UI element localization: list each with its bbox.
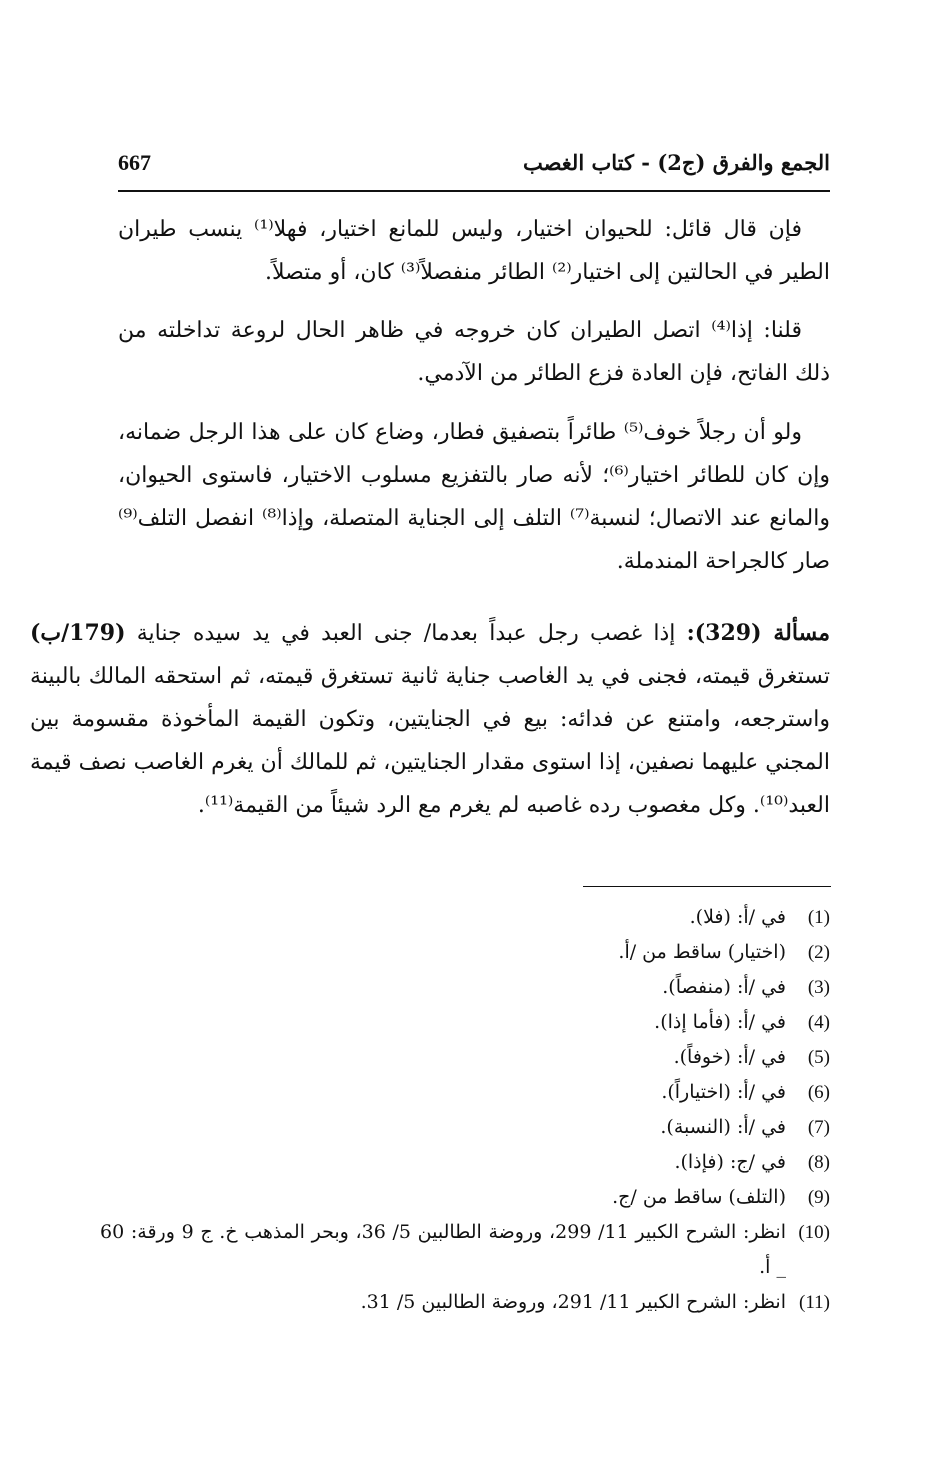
issue-text-start: إذا غصب رجل عبداً بعدما/ جنى العبد في يد سيده جناية <box>136 621 676 646</box>
footnote-number: (8) <box>807 1152 830 1173</box>
page-header <box>118 148 830 188</box>
footnote-text: في /ج: (فإذا). <box>674 1151 786 1173</box>
footnote-text: في /أ: (خوفاً). <box>673 1046 786 1068</box>
footnote-number: (10) <box>798 1222 830 1243</box>
running-title: الجمع والفرق (ج2) - كتاب الغصب <box>522 150 830 175</box>
footnote <box>100 900 830 935</box>
footnote-text: (التلف) ساقط من /ج. <box>612 1186 786 1208</box>
issue-label: مسألة (329): <box>686 620 831 646</box>
footnote-number: (7) <box>807 1117 830 1138</box>
paragraph-text: قلنا: إذا⁽⁴⁾ اتصل الطيران كان خروجه في ظاهر الحال لروعة تداخلته من ذلك الفاتح، فإن العادة فزع الطائر من الآدمي. <box>118 318 830 386</box>
footnote-text: انظر: الشرح الكبير 11/ 291، وروضة الطالبين 5/ 31. <box>360 1291 786 1313</box>
footnote <box>100 970 830 1005</box>
footnotes <box>100 900 830 1320</box>
footnote-number: (11) <box>799 1292 830 1313</box>
paragraph-example <box>118 411 830 583</box>
footnote-number: (6) <box>807 1082 830 1103</box>
footnote-number: (4) <box>807 1012 830 1033</box>
footnote-divider <box>583 886 831 887</box>
footnote-text: (اختيار) ساقط من /أ. <box>618 941 786 963</box>
footnote <box>100 1110 830 1145</box>
paragraph-reply <box>118 309 830 395</box>
paragraph-text: فإن قال قائل: للحيوان اختيار، وليس للمانع اختيار، فهلا⁽¹⁾ ينسب طيران الطير في الحالتين إلى اختيار⁽²⁾ الطائر منفصلاً⁽³⁾ كان، أو متصلاً. <box>118 217 830 285</box>
header-divider <box>118 190 830 192</box>
footnote-text: في /أ: (فأما إذا). <box>654 1011 786 1033</box>
manuscript-folio-marker: (179/ب) <box>30 620 126 646</box>
page-number: 667 <box>118 150 151 175</box>
footnote-text: في /أ: (النسبة). <box>660 1116 786 1138</box>
footnote <box>100 1075 830 1110</box>
footnote <box>100 1285 830 1320</box>
footnote <box>100 1005 830 1040</box>
footnote <box>100 1180 830 1215</box>
footnote <box>100 1040 830 1075</box>
footnote-text: في /أ: (اختياراً). <box>661 1081 786 1103</box>
footnote <box>100 1145 830 1180</box>
footnote-text: في /أ: (منفصاً). <box>662 976 786 998</box>
footnote-number: (5) <box>807 1047 830 1068</box>
issue-329 <box>30 612 830 827</box>
footnote-number: (2) <box>807 942 830 963</box>
footnote-text: في /أ: (فلا). <box>689 906 786 928</box>
footnote-number: (3) <box>807 977 830 998</box>
footnote-text: انظر: الشرح الكبير 11/ 299، وروضة الطالبين 5/ 36، وبحر المذهب خ. ج 9 ورقة: 60 _ أ. <box>100 1221 786 1278</box>
footnote-number: (1) <box>807 907 830 928</box>
paragraph-text: ولو أن رجلاً خوف⁽⁵⁾ طائراً بتصفيق فطار، وضاع كان على هذا الرجل ضمانه، وإن كان للطائر اختيار⁽⁶⁾؛ لأنه صار بالتفزيع مسلوب الاختيار، فاستوى الحيوان، والمانع عند الاتصال؛ لنسبة⁽⁷⁾ التلف إلى الجناية المتصلة، وإذا⁽⁸⁾ انفصل التلف⁽⁹⁾ صار كالجراحة المندملة. <box>118 420 830 574</box>
footnote-number: (9) <box>807 1187 830 1208</box>
footnote <box>100 1215 830 1285</box>
footnote <box>100 935 830 970</box>
paragraph-objection <box>118 208 830 294</box>
issue-text-rest: تستغرق قيمته، فجنى في يد الغاصب جناية ثانية تستغرق قيمته، ثم استحقه المالك بالبينة واسترجعه، وامتنع عن فدائه: بيع في الجنايتين، وتكون القيمة المأخوذة مقسومة بين المجني عليهما نصفين، إذا استوى مقدار الجنايتين، ثم للمالك أن يغرم الغاصب نصف قيمة العبد⁽¹⁰⁾. وكل مغصوب رده غاصبه لم يغرم مع الرد شيئاً من القيمة⁽¹¹⁾. <box>30 664 830 818</box>
